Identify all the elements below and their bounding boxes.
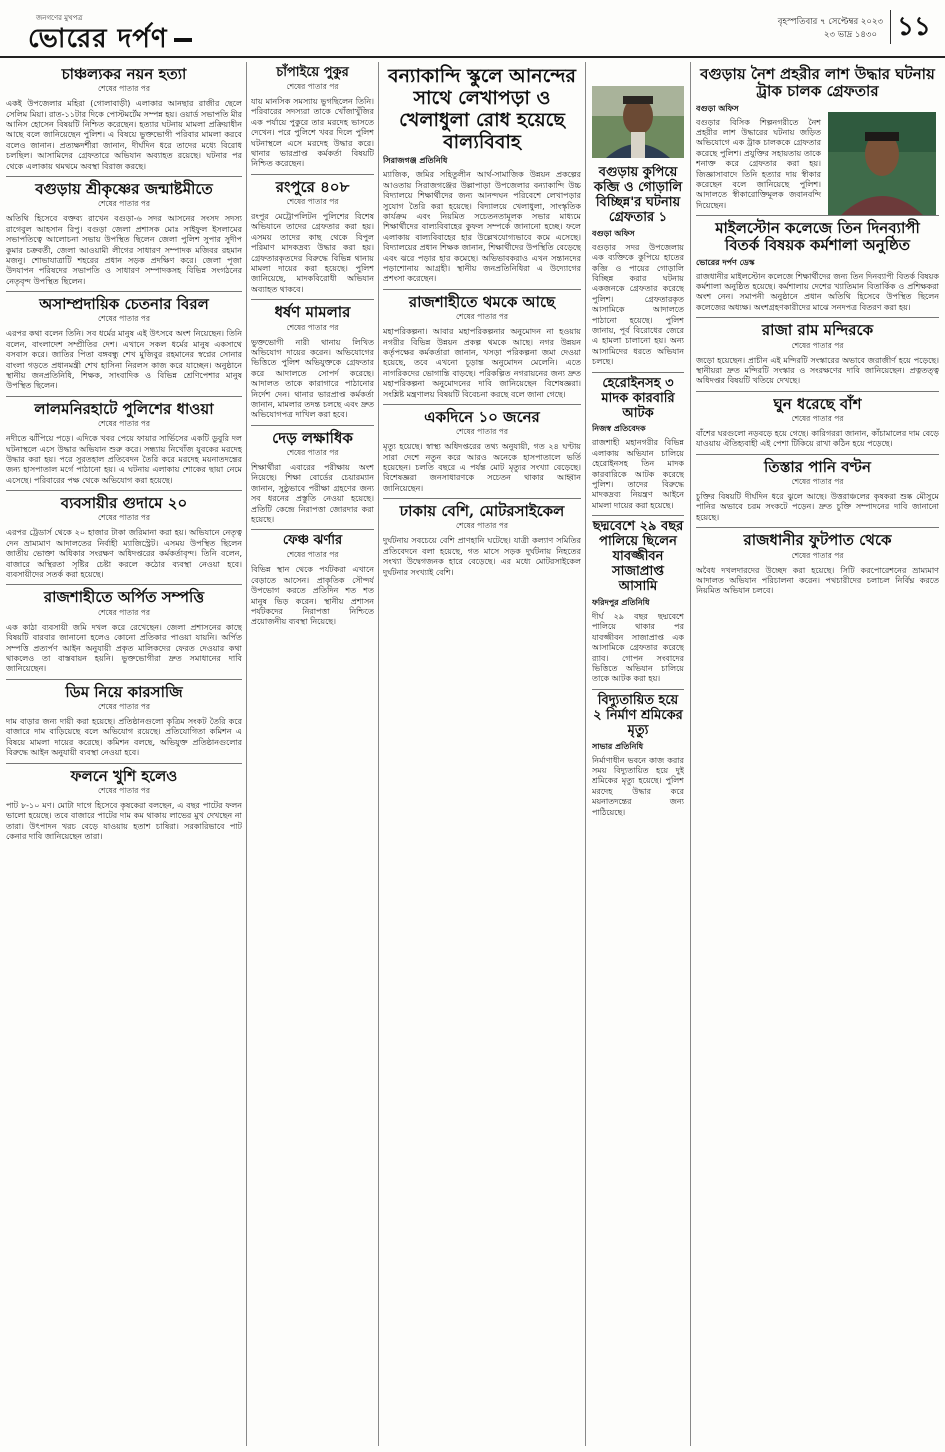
section-rule <box>383 498 581 499</box>
article-body: রংপুর মেট্রোপলিটন পুলিশের বিশেষ অভিযানে তাদের গ্রেফতার করা হয়। এসময় তাদের কাছ থেকে বিপুল পরিমাণ মাদকদ্রব্য উদ্ধার করা হয়। গ্রেফতারকৃতদের বিরুদ্ধে বিভিন্ন থানায় মামলা দায়ের করা হয়েছে। পুলিশ জানিয়েছে, মাদকবিরোধী অভিযান অব্যাহত থাকবে। <box>251 212 374 294</box>
article-body: নদীতে ঝাঁপিয়ে পড়ে। এদিকে খবর পেয়ে ফায়ার সার্ভিসের একটি ডুবুরি দল ঘটনাস্থলে এসে উদ্ধার অভিযান শুরু করে। সন্ধ্যায় নিখোঁজ যুবকের মরদেহ উদ্ধার করা হয়। পরে সুরতহাল প্রতিবেদন তৈরি করে মরদেহ ময়নাতদন্তের জন্য হাসপাতাল মর্গে পাঠানো হয়। এ ঘটনায় এলাকায় শোকের ছায়া নেমে এসেছে। পরিবারের পক্ষ থেকে অভিযোগ করা হয়েছে। <box>6 434 242 485</box>
continued-note: শেষের পাতার পর <box>456 427 508 437</box>
masthead-tagline: জনগণের মুখপত্র <box>36 14 83 22</box>
newspaper-title: ভোরের দর্পণ <box>28 24 168 54</box>
column-5 <box>696 62 939 1446</box>
continued-note: শেষের পাতার পর <box>791 477 844 487</box>
article-body: এরপর ট্রেডার্স থেকে ২০ হাজার টাকা জরিমানা করা হয়। অভিযানে নেতৃত্ব দেন ভ্রাম্যমাণ আদালতের নির্বাহী ম্যাজিস্ট্রেট। এসময় উপস্থিত ছিলেন জাতীয় ভোক্তা অধিকার সংরক্ষণ অধিদপ্তরের কর্মকর্তাবৃন্দ। তিনি বলেন, বাজারে অস্থিরতা সৃষ্টির চেষ্টা করলে কঠোর ব্যবস্থা নেওয়া হবে। ব্যবসায়ীদের সতর্ক করা হয়েছে। <box>6 528 242 580</box>
article-body: এক কাঠা ব্যবসায়ী জমি দখল করে রেখেছেন। জেলা প্রশাসনের কাছে বিষয়টি বারবার জানানো হলেও কোনো প্রতিকার পাওয়া যায়নি। অর্পিত সম্পত্তি প্রত্যর্পণ আইন অনুযায়ী প্রকৃত মালিকদের ফেরত দেওয়ার কথা থাকলেও তা বাস্তবায়ন হয়নি। ভুক্তভোগীরা দ্রুত সমাধানের দাবি জানিয়েছেন। <box>6 622 242 674</box>
article-headline: অসাম্প্রদায়িক চেতনার বিরল <box>39 295 209 314</box>
continued-note: শেষের পাতার পর <box>98 199 150 209</box>
section-rule <box>251 529 374 530</box>
article <box>592 377 684 512</box>
article-byline: নিজস্ব প্রতিবেদক <box>592 424 646 434</box>
article-byline: বগুড়া অফিস <box>592 228 635 238</box>
continued-note: শেষের পাতার পর <box>98 84 150 94</box>
article-headline: বিদ্যুতায়িত হয়ে ২ নির্মাণ শ্রমিকের মৃত্যু <box>593 692 683 738</box>
article-body: বগুড়ার সদর উপজেলায় এক ব্যক্তিকে কুপিয়ে হাতের কব্জি ও পায়ের গোড়ালি বিচ্ছিন্ন করার ঘটনায় একজনকে গ্রেফতার করেছে পুলিশ। গ্রেফতারকৃত আসামিকে আদালতে পাঠানো হয়েছে। পুলিশ জানায়, পূর্ব বিরোধের জেরে এ হামলা চালানো হয়। অন্য আসামিদের ধরতে অভিযান চলছে। <box>592 242 684 367</box>
suspect-photo <box>592 86 684 158</box>
article-body: দাম বাড়ার জন্য দায়ী করা হয়েছে। প্রতিষ্ঠানগুলো কৃত্রিম সংকট তৈরি করে বাজারে দাম বাড়িয়েছে বলে অভিযোগ রয়েছে। প্রতিযোগিতা কমিশন এ বিষয়ে মামলা দায়ের করেছে। কমিশন বলছে, অভিযুক্ত প্রতিষ্ঠানগুলোর বিরুদ্ধে আইন অনুযায়ী ব্যবস্থা নেওয়া হবে। <box>6 716 242 758</box>
article <box>6 181 242 287</box>
article <box>383 409 581 494</box>
continued-note: শেষের পাতার পর <box>791 550 844 560</box>
newspaper-logo <box>28 18 192 62</box>
article-headline: ঢাকায় বেশি, মোটরসাইকেল <box>399 502 565 521</box>
article <box>592 520 684 685</box>
article-body: নির্মাণাধীন ভবনে কাজ করার সময় বিদ্যুতায়িত হয়ে দুই শ্রমিকের মৃত্যু হয়েছে। পুলিশ মরদেহ উদ্ধার করে ময়নাতদন্তের জন্য পাঠিয়েছে। <box>592 755 684 817</box>
article-body: অতিথি হিসেবে বক্তব্য রাখেন বগুড়া-৬ সদর আসনের সংসদ সদস্য রাগেবুল আহসান রিপু। বগুড়া জেলা প্রশাসক মোঃ সাইফুল ইসলামের সভাপতিত্বে আলোচনা সভায় উপস্থিত ছিলেন জেলা পুলিশ সুপার সুদীপ কুমার চক্রবর্তী, জেলা আওয়ামী লীগের সাধারণ সম্পাদক মজিবর রহমান মজনু। শোভাযাত্রাটি শহরের প্রধান সড়ক প্রদক্ষিণ করে। জেলা পূজা উদযাপন পরিষদের সভাপতি ও সাধারণ সম্পাদকসহ বিভিন্ন সংগঠনের নেতৃবৃন্দ উপস্থিত ছিলেন। <box>6 214 242 286</box>
section-rule <box>592 515 684 516</box>
article-headline: বগুড়ায় নৈশ প্রহরীর লাশ উদ্ধার ঘটনায় ট্রাক চালক গ্রেফতার <box>700 65 935 101</box>
section-rule <box>251 425 374 426</box>
section-rule <box>6 490 242 491</box>
continued-note: শেষের পাতার পর <box>98 419 150 429</box>
continued-note: শেষের পাতার পর <box>456 312 508 322</box>
article <box>592 166 684 368</box>
article <box>6 589 242 674</box>
article-body: অবৈধ দখলদারদের উচ্ছেদ করা হয়েছে। সিটি করপোরেশনের ভ্রাম্যমাণ আদালত অভিযান পরিচালনা করেন। পথচারীদের চলাচল নির্বিঘ্ন করতে নিয়মিত অভিযান চলবে। <box>696 565 939 596</box>
column-3 <box>383 62 581 1446</box>
article-body: বাঁশের ঘরগুলো নড়বড়ে হয়ে গেছে। কারিগররা জানান, কাঁচামালের দাম বেড়ে যাওয়ায় ঐতিহ্যবাহী এই পেশা টিকিয়ে রাখা কঠিন হয়ে পড়েছে। <box>696 429 939 449</box>
section-rule <box>6 679 242 680</box>
lead-byline: সিরাজগঞ্জ প্রতিনিধি <box>383 156 448 166</box>
lead-article <box>383 66 581 285</box>
article-body: জড়ো হয়েছেন। প্রাচীন এই মন্দিরটি সংস্কারের অভাবে জরাজীর্ণ হয়ে পড়েছে। স্থানীয়রা দ্রুত মন্দিরটি সংস্কার ও সংরক্ষণের দাবি জানিয়েছেন। প্রত্নতত্ত্ব অধিদপ্তর বিষয়টি খতিয়ে দেখছে। <box>696 355 939 386</box>
article-headline: ব্যবসায়ীর গুদামে ২০ <box>60 494 188 513</box>
continued-note: শেষের পাতার পর <box>98 314 150 324</box>
continued-note: শেষের পাতার পর <box>286 448 339 458</box>
section-rule <box>696 215 939 216</box>
article <box>6 768 242 843</box>
section-rule <box>383 404 581 405</box>
article <box>6 401 242 486</box>
article-headline: বগুড়ায় কুপিয়ে কব্জি ও গোড়ালি বিচ্ছিন্ন'র ঘটনায় গ্রেফতার ১ <box>593 165 683 225</box>
lead-body: ম্যাজিক, জমির সহিতুলীন আর্থ-সামাজিক উন্নয়ন প্রকল্পের আওতায় সিরাজগঞ্জের উল্লাপাড়া উপজেলার বন্যাকান্দি উচ্চ বিদ্যালয়ে শিক্ষার্থীদের জন্য আনন্দঘন পরিবেশে লেখাপড়ার সুযোগ তৈরি করা হয়েছে। বিদ্যালয়ে খেলাধুলা, সাংস্কৃতিক কার্যক্রম এবং নিয়মিত সচেতনতামূলক সভার মাধ্যমে শিক্ষার্থীদের বাল্যবিবাহের কুফল সম্পর্কে জানানো হচ্ছে। ফলে এলাকায় বাল্যবিবাহের হার উল্লেখযোগ্যভাবে কমে এসেছে। বিদ্যালয়ের প্রধান শিক্ষক জানান, শিক্ষার্থীদের উপস্থিতি বেড়েছে এবং ঝরে পড়ার হার কমেছে। অভিভাবকরাও এখন সন্তানদের পড়াশোনায় আগ্রহী। স্থানীয় জনপ্রতিনিধিরা এ উদ্যোগের প্রশংসা করেছেন। <box>383 170 581 284</box>
continued-note: শেষের পাতার পর <box>98 701 150 711</box>
article-body: মৃত্যু হয়েছে। স্বাস্থ্য অধিদপ্তরের তথ্য অনুযায়ী, গত ২৪ ঘণ্টায় সারা দেশে নতুন করে আরও অনেকে হাসপাতালে ভর্তি হয়েছেন। চলতি বছরে এ পর্যন্ত মোট মৃত্যুর সংখ্যা বেড়েছে। বিশেষজ্ঞরা জনসাধারণকে সচেতন থাকার আহ্বান জানিয়েছেন। <box>383 442 581 493</box>
column-divider <box>585 62 586 1446</box>
article-headline: ঘুন ধরেছে বাঁশ <box>773 394 862 413</box>
section-rule <box>696 454 939 455</box>
section-rule <box>592 372 684 373</box>
article-body: বগুড়ার বিসিক শিল্পনগরীতে নৈশ প্রহরীর লাশ উদ্ধারের ঘটনায় জড়িত অভিযোগে এক ট্রাক চালককে গ্রেফতার করেছে পুলিশ। প্রযুক্তির সহায়তায় তাকে শনাক্ত করে গ্রেফতার করা হয়। জিজ্ঞাসাবাদে তিনি হত্যার দায় স্বীকার করেছেন বলে জানিয়েছে পুলিশ। আদালতে স্বীকারোক্তিমূলক জবানবন্দি দিয়েছেন। <box>696 117 821 210</box>
article <box>696 459 939 523</box>
section-rule <box>592 689 684 690</box>
article-headline: দেড় লক্ষাধিক <box>272 428 353 447</box>
article <box>251 430 374 526</box>
column-1 <box>6 62 242 1446</box>
article <box>696 66 939 211</box>
column-4 <box>592 162 684 1446</box>
article-headline: ডিম নিয়ে কারসাজি <box>65 682 183 701</box>
article-headline: ফলনে খুশি হলেও <box>70 766 178 785</box>
continued-note: শেষের পাতার পর <box>286 550 339 560</box>
section-rule <box>6 396 242 397</box>
article-headline: মাইলস্টোন কলেজে তিন দিনব্যাপী বিতর্ক বিষয়ক কর্মশালা অনুষ্ঠিত <box>715 219 920 255</box>
section-rule <box>6 176 242 177</box>
article-byline: বগুড়া অফিস <box>696 103 739 113</box>
lead-headline: বন্যাকান্দি স্কুলে আনন্দের সাথে লেখাপড়া ও খেলাধুলা রোধ হয়েছে বাল্যবিবাহ <box>388 65 576 153</box>
section-rule <box>696 391 939 392</box>
article <box>696 532 939 596</box>
article-body: দুর্ঘটনায় সবচেয়ে বেশি প্রাণহানি ঘটেছে। যাত্রী কল্যাণ সমিতির প্রতিবেদনে বলা হয়েছে, গত মাসে সড়ক দুর্ঘটনায় নিহতের সংখ্যা উদ্বেগজনক হারে বেড়েছে। এর মধ্যে মোটরসাইকেল দুর্ঘটনার সংখ্যাই বেশি। <box>383 536 581 577</box>
date-bengali: ২৩ ভাদ্র ১৪৩০ <box>824 30 877 40</box>
column-divider <box>246 62 247 1446</box>
article-byline: সাভার প্রতিনিধি <box>592 741 644 751</box>
article-byline: ভোরের দর্পণ ডেস্ক <box>696 257 755 267</box>
article <box>251 534 374 627</box>
article <box>696 220 939 313</box>
column-divider <box>690 62 691 1446</box>
section-rule <box>6 584 242 585</box>
article <box>251 304 374 421</box>
article-headline: রাজশাহীতে অর্পিত সম্পত্তি <box>43 588 205 607</box>
article <box>383 503 581 578</box>
article-headline: রাজধানীর ফুটপাত থেকে <box>743 531 892 550</box>
section-rule <box>6 763 242 764</box>
continued-note: শেষের পাতার পর <box>456 521 508 531</box>
article-headline: রাজশাহীতে থমকে আছে <box>408 292 556 311</box>
article-headline: ছদ্মবেশে ২৯ বছর পালিয়ে ছিলেন যাবজ্জীবন সাজাপ্রাপ্ত আসামি <box>592 519 684 595</box>
article-headline: একদিনে ১০ জনের <box>424 407 540 426</box>
article-body: রাজশাহী মহানগরীর বিভিন্ন এলাকায় অভিযান চালিয়ে হেরোইনসহ তিন মাদক কারবারিকে আটক করেছে পুলিশ। তাদের বিরুদ্ধে মাদকদ্রব্য নিয়ন্ত্রণ আইনে মামলা দায়ের করা হয়েছে। <box>592 438 684 510</box>
section-rule <box>6 291 242 292</box>
article-headline: তিস্তার পানি বণ্টন <box>764 457 871 476</box>
article <box>6 684 242 759</box>
continued-note: শেষের পাতার পর <box>791 414 844 423</box>
article <box>251 66 374 170</box>
section-rule <box>383 289 581 290</box>
article-headline: চাঞ্চল্যকর নয়ন হত্যা <box>61 65 187 83</box>
article-headline: বগুড়ায় শ্রীকৃষ্ণের জন্মাষ্টমীতে <box>35 180 213 199</box>
article-body: ভুক্তভোগী নারী থানায় লিখিত অভিযোগ দায়ের করেন। অভিযোগের ভিত্তিতে পুলিশ অভিযুক্তকে গ্রেফতার করে আদালতে সোপর্দ করেছে। আদালত তাকে কারাগারে পাঠানোর নির্দেশ দেন। থানার ভারপ্রাপ্ত কর্মকর্তা জানান, মামলার তদন্ত চলছে এবং দ্রুত অভিযোগপত্র দাখিল করা হবে। <box>251 337 374 420</box>
article-body: যায় মানসিক সমস্যায় ভুগছিলেন তিনি। পরিবারের সদস্যরা তাকে খোঁজাখুঁজির এক পর্যায়ে পুকুরে তার মরদেহ ভাসতে দেখেন। পরে পুলিশে খবর দিলে পুলিশ ঘটনাস্থলে এসে মরদেহ উদ্ধার করে। থানার ভারপ্রাপ্ত কর্মকর্তা বিষয়টি নিশ্চিত করেছেন। <box>251 96 374 169</box>
section-rule <box>696 527 939 528</box>
article <box>251 179 374 296</box>
article <box>696 396 939 450</box>
page-number: ১১ <box>890 10 937 44</box>
article-headline: ফেঞ্চ ঝর্ণার <box>282 533 343 549</box>
continued-note: শেষের পাতার পর <box>791 340 844 350</box>
article-headline: রাজা রাম মন্দিরকে <box>761 321 874 340</box>
section-rule <box>251 174 374 175</box>
continued-note: শেষের পাতার পর <box>98 785 150 795</box>
article-headline: ধর্ষণ মামলার <box>274 303 351 322</box>
article-body: মহাপরিকল্পনা। আবার মহাপরিকল্পনার অনুমোদন না হওয়ায় নগরীর বিভিন্ন উন্নয়ন প্রকল্প থমকে আছে। নগর উন্নয়ন কর্তৃপক্ষের কর্মকর্তারা জানান, খসড়া পরিকল্পনা জমা দেওয়া হয়েছে, তবে এখনো চূড়ান্ত অনুমোদন মেলেনি। এতে নাগরিকদের ভোগান্তি বাড়ছে। পরিকল্পিত নগরায়নের জন্য দ্রুত মহাপরিকল্পনা অনুমোদনের দাবি জানিয়েছেন বিশেষজ্ঞরা। সংশ্লিষ্ট মন্ত্রণালয় বিষয়টি বিবেচনা করছে বলে জানা গেছে। <box>383 327 581 399</box>
article-body: দীর্ঘ ২৯ বছর ছদ্মবেশে পালিয়ে থাকার পর যাবজ্জীবন সাজাপ্রাপ্ত এক আসামিকে গ্রেফতার করেছে র‍্যাব। গোপন সংবাদের ভিত্তিতে অভিযান চালিয়ে তাকে আটক করা হয়। <box>592 611 684 684</box>
article-headline: হেরোইনসহ ৩ মাদক কারবারি আটক <box>601 375 675 421</box>
continued-note: শেষের পাতার পর <box>98 607 150 617</box>
masthead <box>0 0 945 58</box>
article-headline: রংপুরে ৪০৮ <box>275 177 350 196</box>
article-body: এরপর কথা বলেন তিনি। সব ধর্মের মানুষ এই উৎসবে অংশ নিয়েছেন। তিনি বলেন, বাংলাদেশ সম্প্রীতির দেশ। এখানে সকল ধর্মের মানুষ একসাথে বসবাস করে। জাতির পিতা বঙ্গবন্ধু শেখ মুজিবুর রহমানের স্বপ্নের সোনার বাংলা গড়তে প্রধানমন্ত্রী শেখ হাসিনা নিরলস কাজ করে যাচ্ছেন। অনুষ্ঠানে স্থানীয় জনপ্রতিনিধি, শিক্ষক, সাংবাদিক ও বিভিন্ন শ্রেণিপেশার মানুষ উপস্থিত ছিলেন। <box>6 329 242 391</box>
article-body: চুক্তির বিষয়টি দীর্ঘদিন ধরে ঝুলে আছে। উত্তরাঞ্চলের কৃষকরা শুষ্ক মৌসুমে পানির অভাবে চরম সংকটে পড়েন। দ্রুত চুক্তি সম্পাদনের দাবি জানানো হয়েছে। <box>696 492 939 522</box>
section-rule <box>696 317 939 318</box>
column-divider <box>378 62 379 1446</box>
date-gregorian: বৃহস্পতিবার ৭ সেপ্টেম্বর ২০২৩ <box>777 17 883 27</box>
logo-dash-decoration <box>174 38 192 42</box>
date-block <box>778 16 883 42</box>
section-rule <box>251 299 374 300</box>
article-body: রাজধানীর মাইলস্টোন কলেজে শিক্ষার্থীদের জন্য তিন দিনব্যাপী বিতর্ক বিষয়ক কর্মশালা অনুষ্ঠিত হয়েছে। কর্মশালায় দেশের খ্যাতিমান বিতার্কিক ও প্রশিক্ষকরা অংশ নেন। সমাপনী অনুষ্ঠানে প্রধান অতিথি হিসেবে উপস্থিত ছিলেন কলেজের অধ্যক্ষ। অংশগ্রহণকারীদের মাঝে সনদপত্র বিতরণ করা হয়। <box>696 271 939 312</box>
continued-note: শেষের পাতার পর <box>286 197 339 207</box>
article-body: একই উপজেলার মহিরা (গোলাবাড়ী) এলাকার আনছার রাজীর ছেলে সেলিম মিয়া। রাত-১১টার দিকে পোস্টমর্টেম সম্পন্ন হয়। ওয়ার্ড সভাপতি মীর আনিস হোসেন বিষয়টি নিশ্চিত করেছেন। হত্যার ঘটনায় মামলা প্রক্রিয়াধীন আছে বলে জানিয়েছেন পুলিশ। এ বিষয়ে ভুক্তভোগী পরিবার মামলা করবে বলেও জানান। প্রত্যক্ষদর্শীরা জানান, দীর্ঘদিন ধরে তাদের মধ্যে বিরোধ চলছিল। আসামিদের গ্রেফতারে অভিযান অব্যাহত রয়েছে। ঘটনার পর থেকে এলাকায় থমথমে অবস্থা বিরাজ করছে। <box>6 99 242 171</box>
continued-note: শেষের পাতার পর <box>98 513 150 523</box>
article-headline: চাঁপাইয়ে পুকুর <box>276 65 349 80</box>
article <box>6 296 242 392</box>
article <box>696 322 939 386</box>
article <box>383 294 581 400</box>
article-byline: ফরিদপুর প্রতিনিধি <box>592 597 650 607</box>
column-2 <box>251 62 374 1446</box>
article <box>6 495 242 580</box>
article-body: বিভিন্ন স্থান থেকে পর্যটকরা এখানে বেড়াতে আসেন। প্রাকৃতিক সৌন্দর্য উপভোগ করতে প্রতিদিন শত শত মানুষ ভিড় করেন। স্থানীয় প্রশাসন পর্যটকদের নিরাপত্তা নিশ্চিতে প্রয়োজনীয় ব্যবস্থা নিয়েছে। <box>251 565 374 627</box>
article <box>6 66 242 172</box>
continued-note: শেষের পাতার পর <box>286 322 339 332</box>
article-body: পাট ৮-১০ মণ। মোটা দাগে হিসেবে কৃষকেরা বলছেন, এ বছর পাটের ফলন ভালো হয়েছে। তবে বাজারে পাটের দাম কম থাকায় লাভের মুখ দেখছেন না তারা। উৎপাদন খরচ বেড়ে যাওয়ায় হতাশ চাষিরা। সরকারিভাবে পাট কেনার দাবি জানিয়েছেন তারা। <box>6 800 242 842</box>
article <box>592 694 684 818</box>
article-headline: লালমনিরহাটে পুলিশের ধাওয়া <box>34 399 214 418</box>
article-body: শিক্ষার্থীরা এবারের পরীক্ষায় অংশ নিয়েছে। শিক্ষা বোর্ডের চেয়ারম্যান জানান, সুষ্ঠুভাবে পরীক্ষা গ্রহণের জন্য সব ধরনের প্রস্তুতি নেওয়া হয়েছে। প্রতিটি কেন্দ্রে নিরাপত্তা জোরদার করা হয়েছে। <box>251 463 374 525</box>
continued-note: শেষের পাতার পর <box>286 81 339 91</box>
